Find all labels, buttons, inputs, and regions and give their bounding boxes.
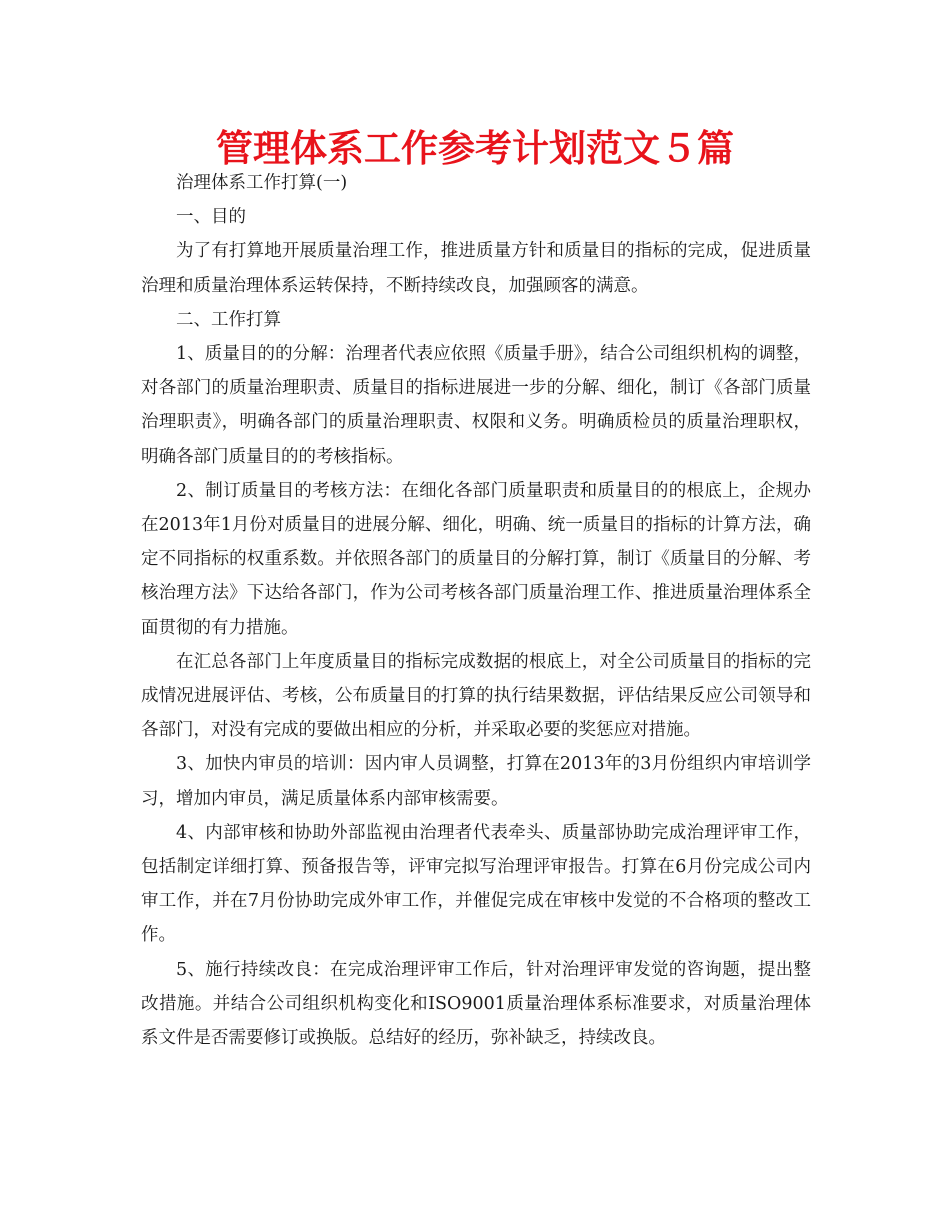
paragraph-purpose: 为了有打算地开展质量治理工作，推进质量方针和质量目的指标的完成，促进质量治理和质量治理体系运转保持，不断持续改良，加强顾客的满意。 xyxy=(141,241,811,296)
paragraph-item-5: 5、施行持续改良：在完成治理评审工作后，针对治理评审发觉的咨询题，提出整改措施。并结合公司组织机构变化和ISO9001质量治理体系标准要求，对质量治理体系文件是否需要修订或换版。总结好的经历，弥补缺乏，持续改良。 xyxy=(141,959,811,1049)
document-body xyxy=(141,166,811,1055)
paragraph-item-2-continued: 在汇总各部门上年度质量目的指标完成数据的根底上，对全公司质量目的指标的完成情况进展评估、考核，公布质量目的打算的执行结果数据，评估结果反应公司领导和各部门，对没有完成的要做出相应的分析，并采取必要的奖惩应对措施。 xyxy=(141,651,811,741)
section-heading-plan-one: 治理体系工作打算(一) xyxy=(176,173,348,193)
paragraph-item-2: 2、制订质量目的考核方法：在细化各部门质量职责和质量目的的根底上，企规办在2013年1月份对质量目的进展分解、细化，明确、统一质量目的指标的计算方法，确定不同指标的权重系数。并依照各部门的质量目的分解打算，制订《质量目的分解、考核治理方法》下达给各部门，作为公司考核各部门质量治理工作、推进质量治理体系全面贯彻的有力措施。 xyxy=(141,480,811,638)
paragraph-item-3: 3、加快内审员的培训：因内审人员调整，打算在2013年的3月份组织内审培训学习，增加内审员，满足质量体系内部审核需要。 xyxy=(141,754,811,809)
section-heading-work-plan: 二、工作打算 xyxy=(176,309,281,330)
document-title: 管理体系工作参考计划范文５篇 xyxy=(216,127,734,170)
paragraph-item-4: 4、内部审核和协助外部监视由治理者代表牵头、质量部协助完成治理评审工作，包括制定详细打算、预备报告等，评审完拟写治理评审报告。打算在6月份完成公司内审工作，并在7月份协助完成外审工作，并催促完成在审核中发觉的不合格项的整改工作。 xyxy=(141,822,811,946)
paragraph-item-1: 1、质量目的的分解：治理者代表应依照《质量手册》，结合公司组织机构的调整，对各部门的质量治理职责、质量目的指标进展进一步的分解、细化，制订《各部门质量治理职责》，明确各部门的质量治理职责、权限和义务。明确质检员的质量治理职权，明确各部门质量目的的考核指标。 xyxy=(141,344,811,467)
section-heading-purpose: 一、目的 xyxy=(176,207,246,228)
